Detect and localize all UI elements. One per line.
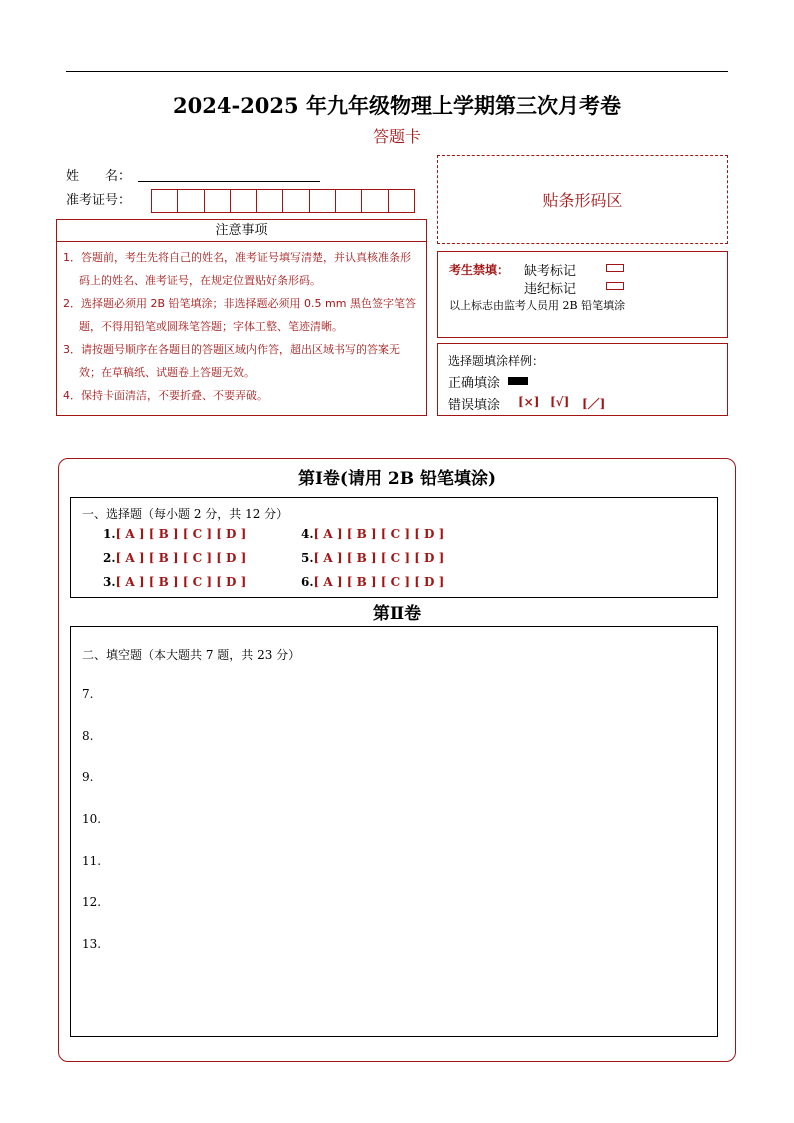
notice-item: 2．选择题必须用 2B 铅笔填涂；非选择题必须用 0.5 mm 黑色签字笔答题，不得用铅笔或圆珠笔答题；字体工整、笔迹清晰。 [63,297,416,333]
question-number: 4. [301,527,314,541]
question-number: 1. [103,527,116,541]
id-digit-box[interactable] [283,190,309,212]
wrong-mark-check: [√] [550,395,570,409]
question-number: 5. [301,551,314,565]
answer-options[interactable]: [ A ] [ B ] [ C ] [ D ] [313,575,445,589]
id-digit-box[interactable] [152,190,178,212]
sample-title: 选择题填涂样例： [448,354,545,368]
question-number: 3. [103,575,116,589]
top-rule [66,71,728,72]
fill-sample-box [437,343,728,416]
forbid-note: 以上标志由监考人员用 2B 铅笔填涂 [449,299,626,312]
page-subtitle: 答题卡 [372,127,421,146]
blank-number: 13. [82,937,102,951]
choice-question[interactable] [103,551,246,565]
choice-question[interactable] [301,575,444,589]
blank-number: 7. [82,687,94,701]
violation-mark-box[interactable] [606,282,624,290]
blank-number: 8. [82,729,94,743]
blank-number: 12. [82,895,102,909]
id-digit-box[interactable] [231,190,257,212]
forbid-label: 考生禁填： [449,263,510,277]
absent-mark-box[interactable] [606,264,624,272]
id-digit-box[interactable] [178,190,204,212]
choice-question[interactable] [301,527,444,541]
blank-number: 9. [82,770,94,784]
id-digit-box[interactable] [205,190,231,212]
choice-heading: 一、选择题（每小题 2 分，共 12 分） [82,507,289,521]
answer-options[interactable]: [ A ] [ B ] [ C ] [ D ] [115,527,247,541]
id-digit-box[interactable] [310,190,336,212]
answer-options[interactable]: [ A ] [ B ] [ C ] [ D ] [115,575,247,589]
section1-title: 第Ⅰ卷(请用 2B 铅笔填涂) [297,469,497,489]
notice-item: 3．请按题号顺序在各题目的答题区域内作答，超出区域书写的答案无效；在草稿纸、试题卷上答题无效。 [63,343,400,379]
id-number-boxes[interactable] [151,189,415,213]
choice-question[interactable] [301,551,444,565]
question-number: 2. [103,551,116,565]
correct-fill-label: 正确填涂 [448,376,501,391]
violation-mark-label: 违纪标记 [524,282,577,297]
blank-number: 11. [82,854,102,868]
id-digit-box[interactable] [362,190,388,212]
correct-fill-swatch [508,377,528,385]
examinee-forbidden-box [437,251,728,338]
page-title: 2024-2025 年九年级物理上学期第三次月考卷 [173,93,621,118]
notice-box [56,242,427,416]
answer-options[interactable]: [ A ] [ B ] [ C ] [ D ] [313,527,445,541]
fill-blank-heading: 二、填空题（本大题共 7 题，共 23 分） [82,648,301,662]
fill-blank-section[interactable] [70,626,718,1037]
wrong-mark-cross: [×] [518,395,540,409]
choice-question[interactable] [103,527,246,541]
notice-title: 注意事项 [56,219,427,242]
absent-mark-label: 缺考标记 [524,264,577,279]
wrong-mark-slash: [／] [582,397,606,411]
barcode-label: 贴条形码区 [542,191,623,210]
name-label: 姓 名： [66,169,132,184]
question-number: 6. [301,575,314,589]
barcode-area [437,155,728,244]
id-digit-box[interactable] [336,190,362,212]
blank-number: 10. [82,812,102,826]
id-digit-box[interactable] [389,190,414,212]
notice-item: 1．答题前，考生先将自己的姓名，准考证号填写清楚，并认真核准条形码上的姓名、准考证号，在规定位置贴好条形码。 [63,251,411,287]
wrong-fill-label: 错误填涂 [448,398,501,413]
choice-section [70,497,718,598]
choice-question[interactable] [103,575,246,589]
id-label: 准考证号： [66,193,132,208]
section2-title: 第Ⅱ卷 [372,604,422,624]
answer-options[interactable]: [ A ] [ B ] [ C ] [ D ] [313,551,445,565]
notice-item: 4．保持卡面清洁，不要折叠、不要弄破。 [63,389,268,402]
answer-options[interactable]: [ A ] [ B ] [ C ] [ D ] [115,551,247,565]
id-digit-box[interactable] [257,190,283,212]
name-field[interactable] [138,181,320,182]
